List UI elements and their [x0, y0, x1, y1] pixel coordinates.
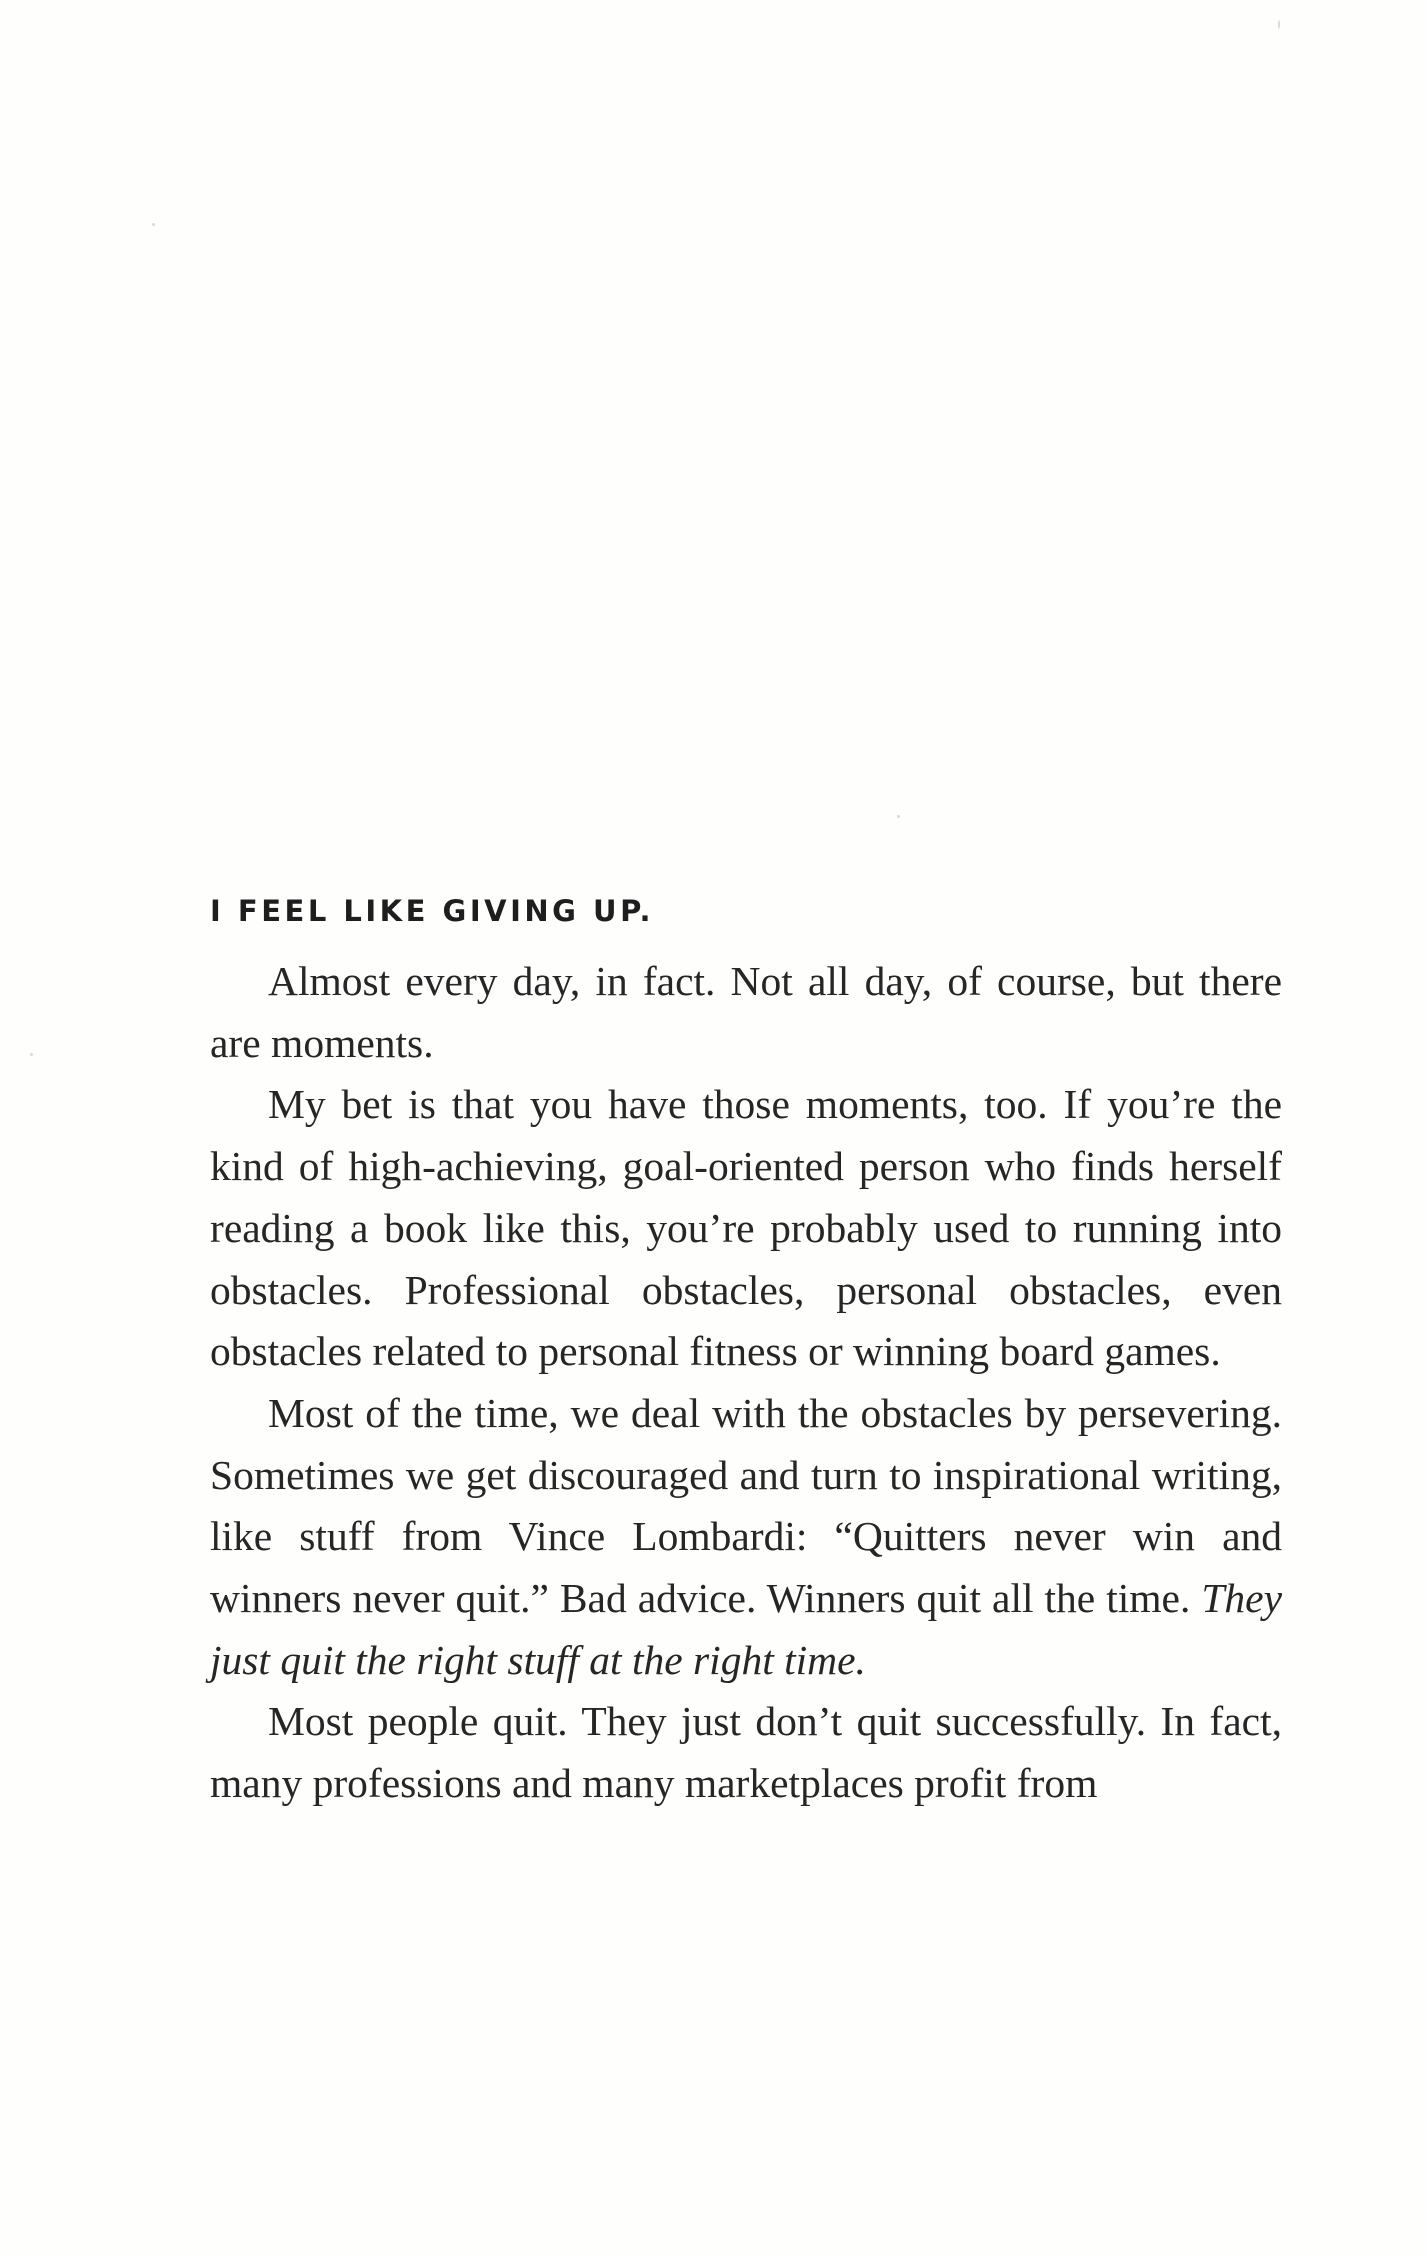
- paragraph: Almost every day, in fact. Not all day, of course, but there are moments.: [210, 958, 1282, 1066]
- paragraph: Most people quit. They just don’t quit successfully. In fact, many professions and many marketplaces profit from: [210, 1698, 1282, 1807]
- paragraph-text: Most of the time, we deal with the obstacles by persevering. Sometimes we get discouraged and turn to inspirational writing, like stuff from Vince Lombardi: “Quitters never win and winners never quit.” Bad advice. Winners quit all the time.: [210, 1389, 1282, 1622]
- paper-speck: [30, 1053, 33, 1056]
- chapter-text: [210, 885, 1282, 1815]
- italic-emphasis: They just quit the right stuff at the right time.: [210, 1575, 1282, 1683]
- paper-speck: [152, 223, 155, 226]
- paper-speck: [897, 815, 900, 818]
- paper-speck: [1278, 20, 1280, 29]
- paragraph: My bet is that you have those moments, too. If you’re the kind of high-achieving, goal-oriented person who finds herself reading a book like this, you’re probably used to running into obstacles. Professional obstacles, personal obstacles, even obstacles related to personal fitness or winning board games.: [210, 1081, 1282, 1375]
- section-heading: I FEEL LIKE GIVING UP.: [210, 894, 655, 928]
- paragraph: [210, 1383, 1282, 1692]
